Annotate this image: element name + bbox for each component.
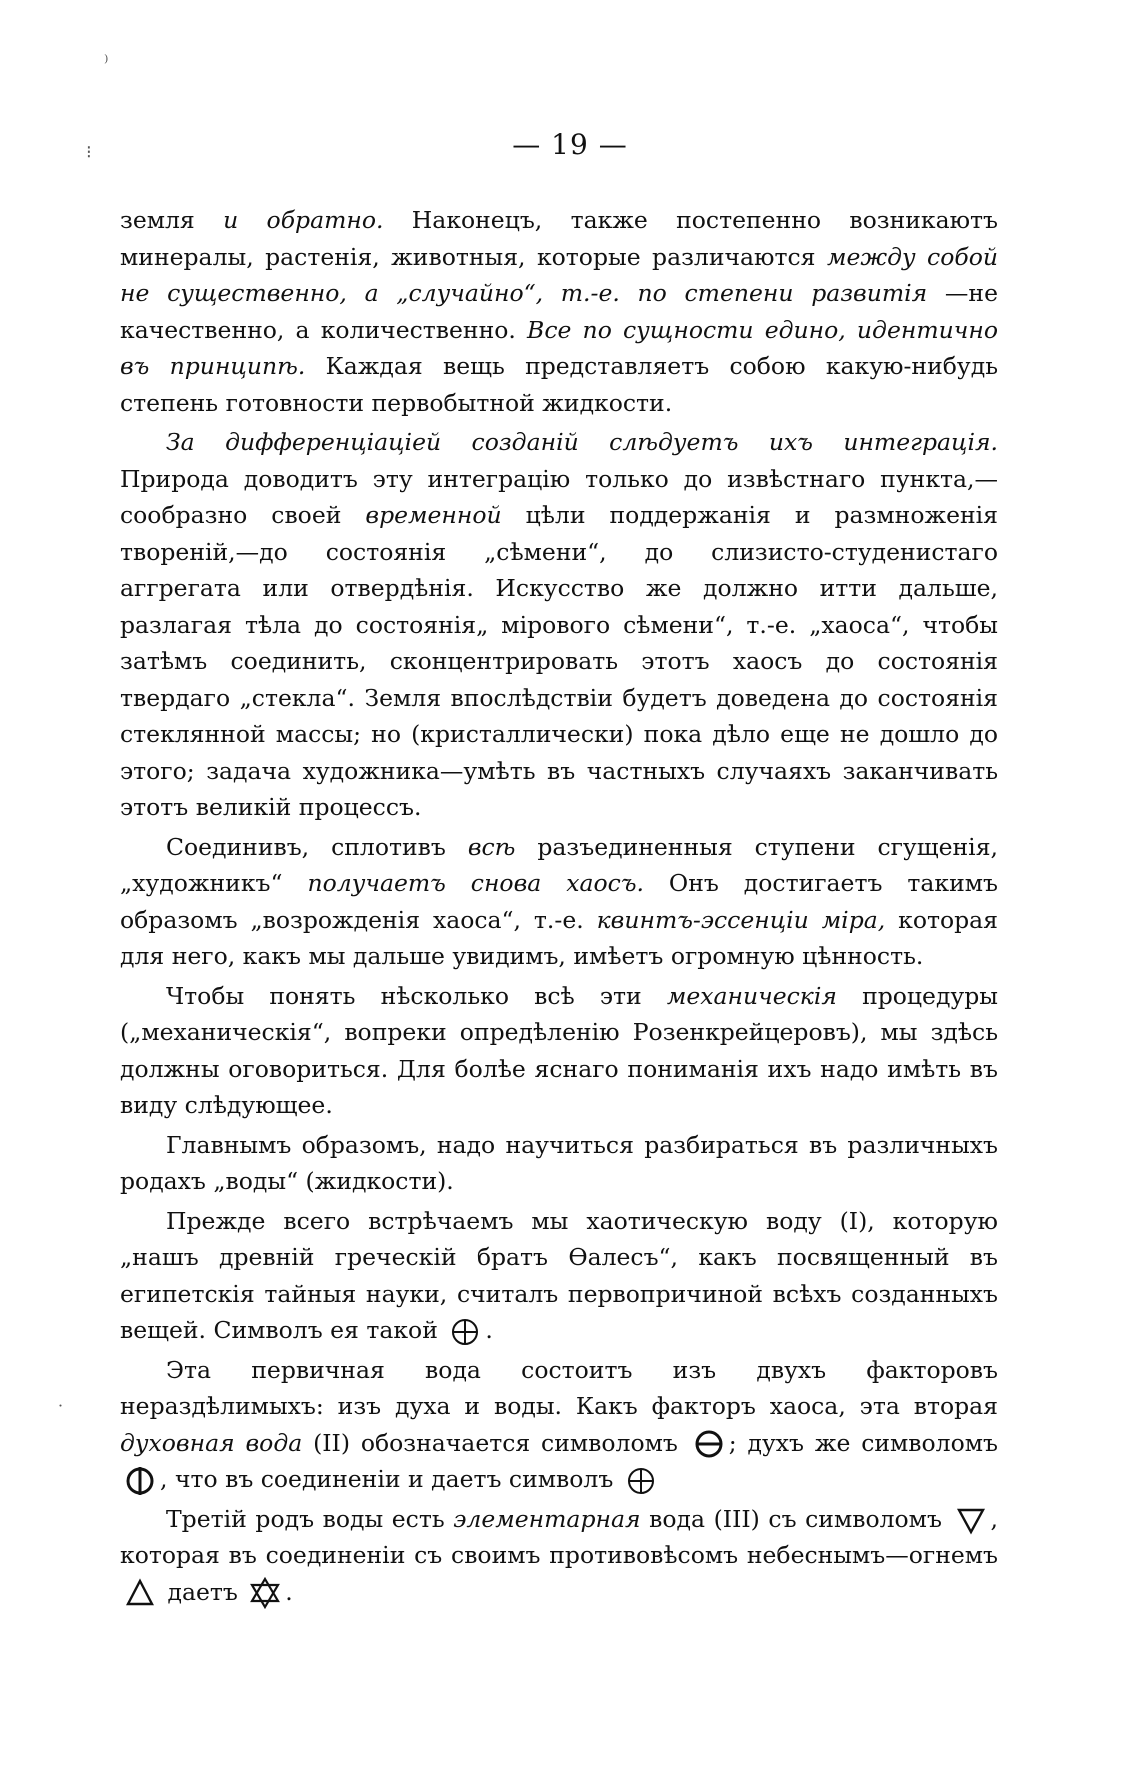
text-run: Прежде всего встрѣчаемъ мы хаотическую воду (I), которую „нашъ древній греческій братъ Өалесъ“, какъ посвященный въ египетскія тайныя науки, считалъ первопричиной всѣхъ созданныхъ вещей. Символъ ея такой: [120, 1206, 998, 1344]
text-run: [347, 279, 365, 307]
circle-vertical-icon: [124, 1465, 156, 1497]
italic-text: духовная вода: [120, 1428, 303, 1457]
text-run: , которая въ соединеніи съ своимъ противовѣсомъ небеснымъ—огнемъ: [120, 1504, 998, 1569]
text-run: разъединенныя ступени сгущенія, „художникъ“: [120, 832, 998, 897]
italic-text: всѣ: [467, 832, 516, 861]
triangle-down-icon: [955, 1504, 987, 1536]
text-run: Чтобы понять нѣсколько всѣ эти: [166, 981, 667, 1010]
italic-text: временной: [365, 501, 502, 529]
circle-cross-icon: [449, 1316, 481, 1348]
italic-text: между собой не существенно,: [120, 242, 998, 307]
text-run: ; духъ же символомъ: [728, 1428, 998, 1457]
circle-cross-icon: [625, 1465, 657, 1497]
text-run: Онъ достигаетъ такимъ образомъ „возрожденія хаоса“, т.-е.: [120, 869, 998, 934]
text-run: цѣли поддержанія и размноженія твореній,—до состоянія „сѣмени“, до слизисто-студенистаго аггрегата или отвердѣнія. Искусство же должно итти дальше, разлагая тѣла до состоянія„ мірового сѣмени“, т.-е. „хаоса“, чтобы затѣмъ соединить, сконцентрировать этотъ хаосъ до состоянія твердаго „стекла“. Земля впослѣдствіи будетъ доведена до состоянія стеклянной массы; но (кристаллически) пока дѣло еще не дошло до этого; задача художника—умѣть въ частныхъ случаяхъ заканчивать этотъ великій процессъ.: [120, 501, 998, 821]
text-run: (II) обозначается символомъ: [302, 1428, 689, 1457]
text-run: Природа доводитъ эту интеграцію только до извѣстнаго пункта,—сообразно своей: [120, 464, 998, 529]
text-run: —не качественно, а количественно.: [120, 279, 998, 344]
paragraph: [120, 978, 998, 1124]
body-text: [120, 202, 998, 1613]
margin-mark: ⁝: [86, 142, 92, 163]
text-run: .: [285, 1577, 293, 1606]
margin-mark: ˙: [56, 1402, 65, 1423]
text-run: Эта первичная вода состоитъ изъ двухъ факторовъ нераздѣлимыхъ: изъ духа и воды. Какъ факторъ хаоса, эта вторая: [120, 1355, 998, 1420]
text-run: вода (III) съ символомъ: [640, 1504, 951, 1533]
italic-text: и обратно.: [223, 206, 384, 234]
italic-text: Все по сущности едино, идентично въ принципѣ.: [120, 315, 999, 380]
paragraph: [120, 424, 998, 826]
text-run: Наконецъ, также постепенно возникаютъ минералы, растенія, животныя, которые различаются: [120, 206, 999, 271]
text-run: Третій родъ воды есть: [166, 1504, 454, 1533]
text-run: Главнымъ образомъ, надо научиться разбираться въ различныхъ родахъ „воды“ (жидкости).: [120, 1130, 998, 1195]
italic-text: элементарная: [453, 1504, 641, 1533]
text-run: земля: [120, 206, 224, 234]
italic-text: квинтъ-эссенціи міра,: [596, 905, 886, 934]
triangle-up-icon: [124, 1577, 156, 1609]
page-number: — 19 —: [512, 128, 628, 161]
paragraph: [120, 1501, 998, 1611]
text-run: , что въ соединеніи и даетъ символъ: [160, 1465, 621, 1493]
paragraph: [120, 1127, 998, 1200]
paragraph: [120, 1352, 998, 1498]
hexagram-icon: [249, 1577, 281, 1609]
text-run: даетъ: [160, 1577, 246, 1606]
italic-text: а „случайно“, т.-е. по степени развитія: [364, 279, 928, 307]
text-run: Каждая вещь представляетъ собою какую-нибудь степень готовности первобытной жидкости.: [120, 352, 998, 417]
circle-horizontal-icon: [693, 1428, 725, 1460]
text-run: .: [485, 1316, 493, 1344]
text-run: Соединивъ, сплотивъ: [166, 832, 468, 861]
italic-text: За дифференціаціей созданій слѣдуетъ ихъ интеграція.: [166, 428, 998, 456]
text-run: процедуры („механическія“, вопреки опредѣленію Розенкрейцеровъ), мы здѣсь должны оговориться. Для болѣе яснаго пониманія ихъ надо имѣть въ виду слѣдующее.: [120, 981, 998, 1119]
text-run: которая для него, какъ мы дальше увидимъ, имѣетъ огромную цѣнность.: [120, 905, 999, 970]
paragraph: [120, 202, 998, 421]
margin-mark: ⁾: [104, 52, 109, 73]
paragraph: [120, 829, 998, 975]
paragraph: [120, 1203, 998, 1349]
italic-text: получаетъ снова хаосъ.: [307, 869, 644, 897]
italic-text: механическія: [666, 981, 837, 1010]
